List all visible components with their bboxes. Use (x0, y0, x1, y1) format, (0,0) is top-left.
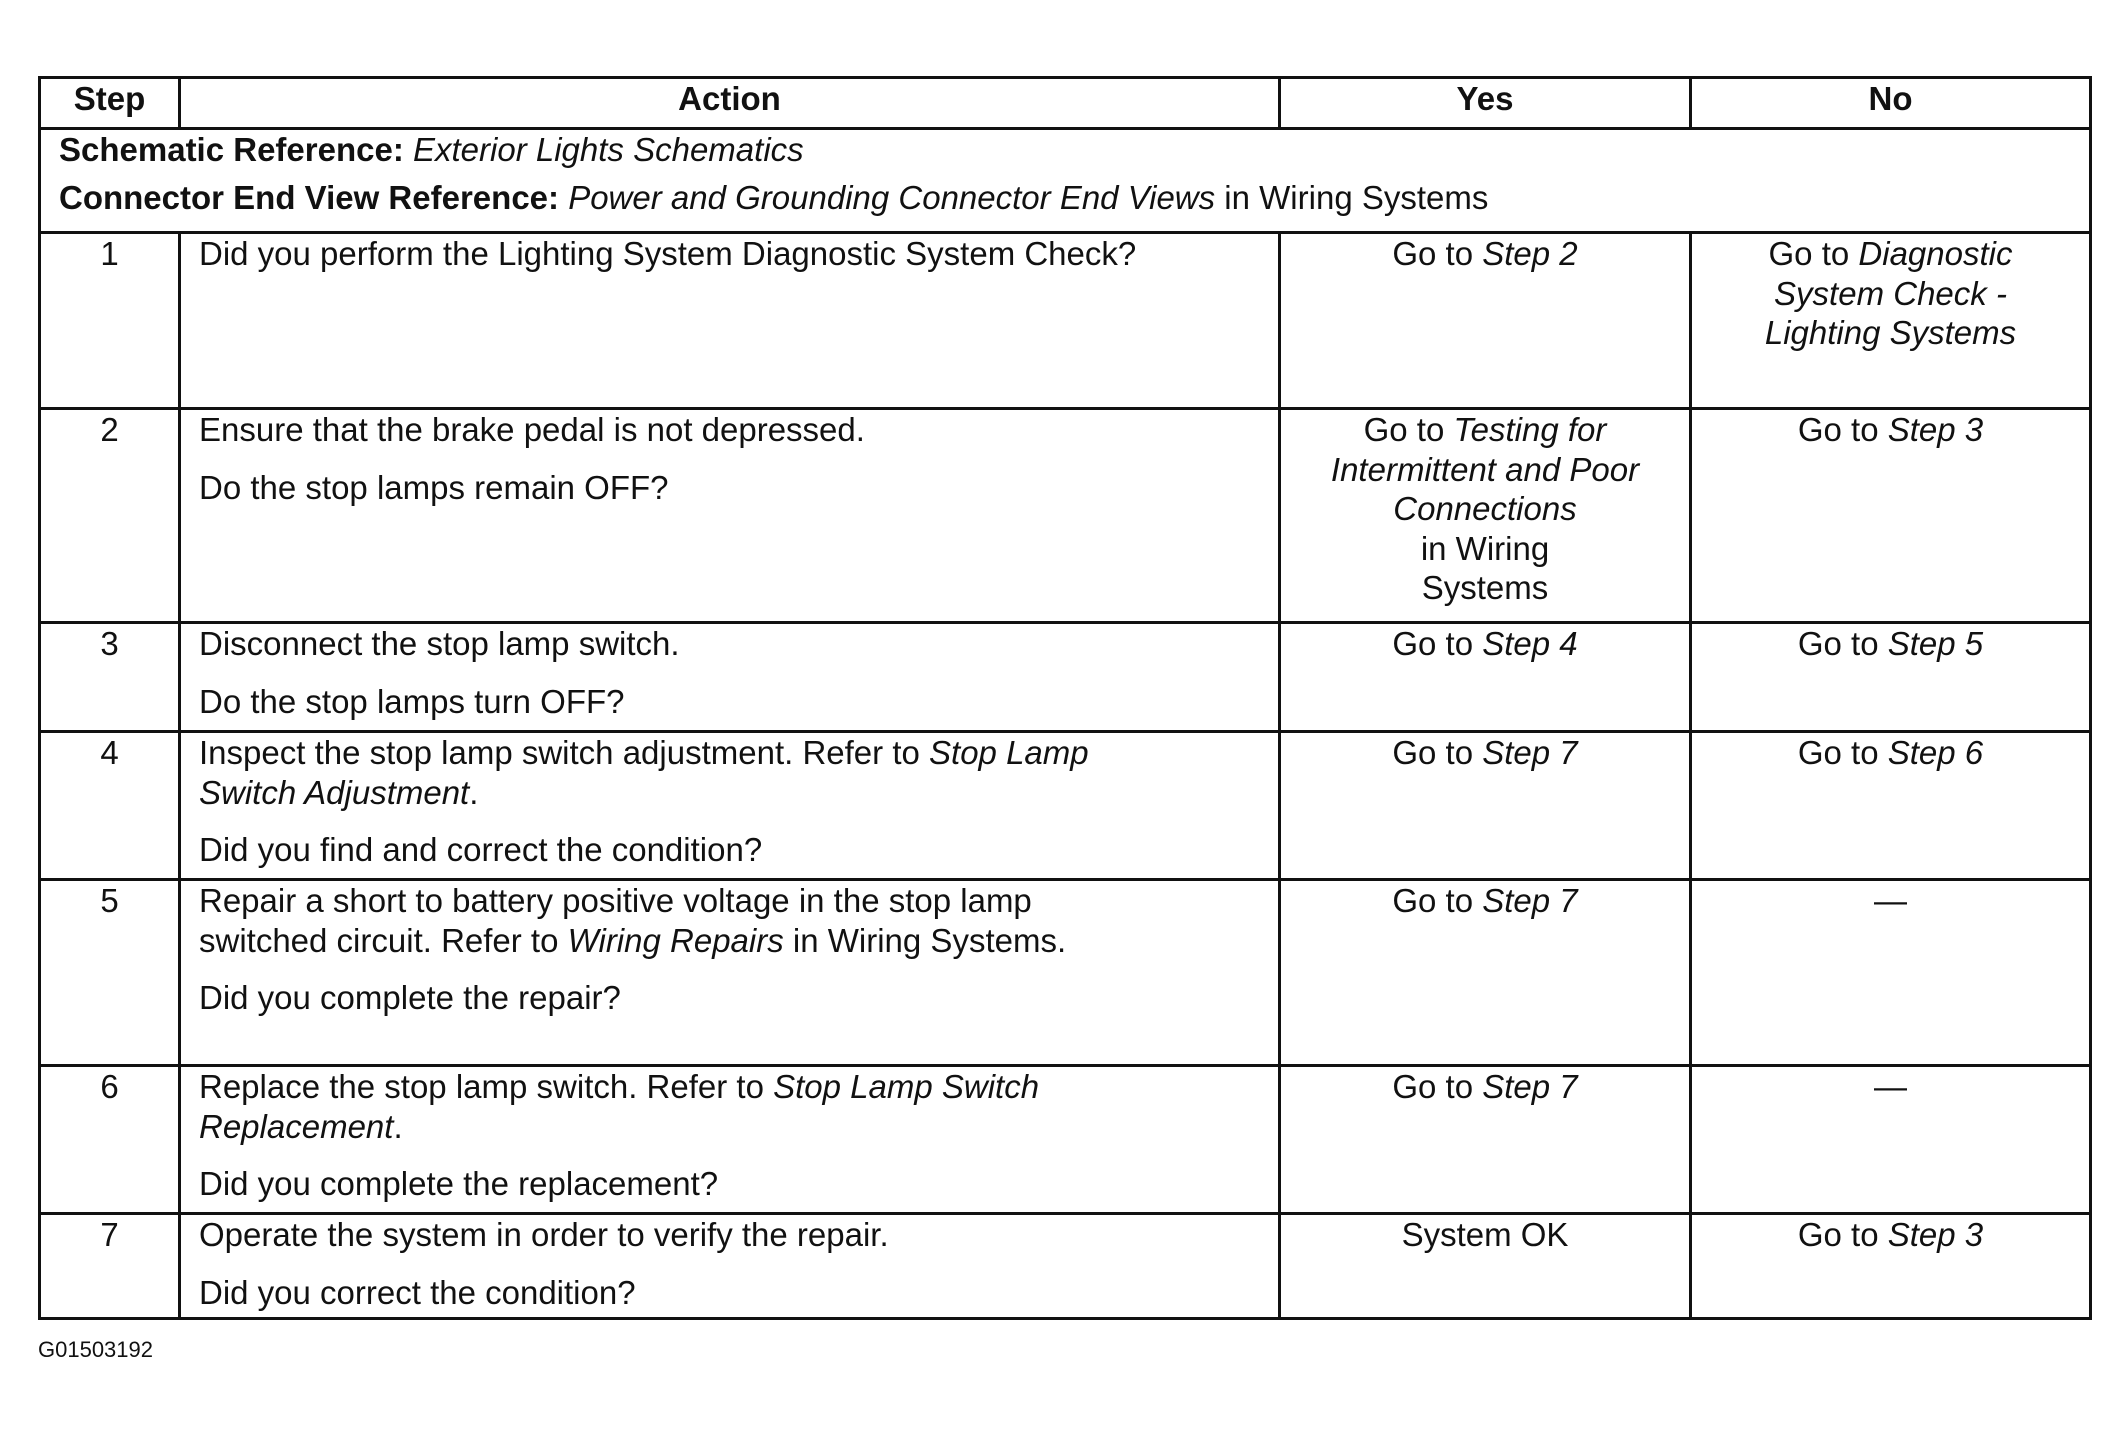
no-link[interactable]: Lighting Systems (1764, 314, 2017, 352)
no-step-link[interactable]: Step 5 (1887, 625, 1984, 662)
yes-goto: Go to Step 2 (1392, 235, 1578, 272)
schematic-reference (59, 130, 2071, 170)
no-step-link[interactable]: Step 3 (1887, 1216, 1984, 1253)
action-cell (180, 1214, 1280, 1319)
yes-suffix: in Wiring (1420, 529, 1550, 567)
action-cell (180, 409, 1280, 623)
no-link[interactable]: Diagnostic (1858, 235, 2013, 272)
action-link[interactable]: Stop Lamp (929, 734, 1089, 771)
yes-cell (1280, 233, 1691, 409)
yes-step-link[interactable]: Step 7 (1482, 1068, 1578, 1105)
yes-step-link[interactable]: Step 2 (1482, 235, 1578, 272)
reference-cell (40, 129, 2091, 233)
action-cell (180, 623, 1280, 732)
yes-cell (1280, 409, 1691, 623)
yes-link[interactable]: Connections (1393, 490, 1577, 528)
yes-step-link[interactable]: Step 7 (1482, 882, 1578, 919)
no-cell (1691, 1214, 2091, 1319)
step-number: 5 (40, 880, 180, 1066)
yes-cell (1280, 1214, 1691, 1319)
step-number: 4 (40, 732, 180, 880)
no-cell (1691, 1066, 2091, 1214)
table-row (40, 623, 2091, 732)
yes-link[interactable]: Intermittent and Poor (1330, 450, 1640, 488)
action-question: Did you find and correct the condition? (199, 831, 763, 869)
schematic-reference-link[interactable]: Exterior Lights Schematics (413, 131, 804, 168)
no-dash: — (1874, 1068, 1907, 1105)
step-number: 6 (40, 1066, 180, 1214)
action-question: Did you complete the repair? (199, 979, 621, 1017)
action-question: Do the stop lamps turn OFF? (199, 682, 625, 720)
action-text: Replace the stop lamp switch. Refer to Stop Lamp Switch Replacement. (199, 1068, 1040, 1145)
action-text: Repair a short to battery positive voltage in the stop lamp (199, 882, 1032, 919)
yes-cell (1280, 880, 1691, 1066)
no-cell (1691, 623, 2091, 732)
step-number: 2 (40, 409, 180, 623)
connector-reference-link[interactable]: Power and Grounding Connector End Views (568, 178, 1216, 216)
yes-suffix: Systems (1421, 569, 1549, 607)
action-text: Disconnect the stop lamp switch. (199, 625, 680, 662)
action-text: Inspect the stop lamp switch adjustment. Refer to Stop Lamp Switch Adjustment. (199, 734, 1089, 811)
action-question: Did you complete the replacement? (199, 1165, 719, 1203)
yes-cell (1280, 732, 1691, 880)
step-number: 3 (40, 623, 180, 732)
action-cell (180, 732, 1280, 880)
no-step-link[interactable]: Step 3 (1887, 411, 1984, 448)
no-goto: Go to Diagnostic (1768, 235, 2013, 272)
action-cell (180, 233, 1280, 409)
reference-row (40, 129, 2091, 233)
header-row (40, 78, 2091, 129)
action-text: switched circuit. Refer to Wiring Repairs in Wiring Systems. (199, 921, 1067, 959)
action-cell (180, 880, 1280, 1066)
yes-step-link[interactable]: Step 4 (1482, 625, 1578, 662)
yes-goto: Go to Step 7 (1392, 882, 1578, 919)
yes-cell (1280, 623, 1691, 732)
table-row (40, 880, 2091, 1066)
table-row (40, 409, 2091, 623)
table-row (40, 1066, 2091, 1214)
action-link[interactable]: Switch Adjustment (199, 773, 470, 811)
no-cell (1691, 880, 2091, 1066)
yes-step-link[interactable]: Step 7 (1482, 734, 1578, 771)
action-question: Did you correct the condition? (199, 1273, 636, 1311)
figure-id: G01503192 (38, 1337, 153, 1362)
schematic-reference-label: Schematic Reference: (59, 131, 404, 168)
yes-goto: Go to Step 7 (1392, 734, 1578, 771)
table-row (40, 233, 2091, 409)
no-cell (1691, 233, 2091, 409)
no-cell (1691, 732, 2091, 880)
diagnostic-table (38, 76, 2092, 1320)
no-dash: — (1874, 882, 1907, 919)
yes-cell (1280, 1066, 1691, 1214)
connector-reference (59, 178, 2071, 218)
no-goto: Go to Step 6 (1797, 734, 1984, 771)
yes-result: System OK (1401, 1216, 1569, 1253)
connector-reference-label: Connector End View Reference: (59, 178, 560, 216)
yes-goto: Go to Step 4 (1392, 625, 1578, 662)
no-goto: Go to Step 3 (1797, 1216, 1984, 1253)
step-number: 1 (40, 233, 180, 409)
action-link[interactable]: Wiring Repairs (567, 921, 784, 959)
yes-link[interactable]: Testing for (1453, 411, 1607, 448)
action-link[interactable]: Stop Lamp Switch (773, 1068, 1040, 1105)
connector-reference-suffix: in Wiring Systems (1215, 178, 1489, 216)
table-row (40, 1214, 2091, 1319)
no-step-link[interactable]: Step 6 (1887, 734, 1984, 771)
action-cell (180, 1066, 1280, 1214)
action-link[interactable]: Replacement (199, 1107, 394, 1145)
yes-goto: Go to Testing for (1363, 411, 1607, 448)
header-step: Step (40, 78, 180, 129)
step-number: 7 (40, 1214, 180, 1319)
yes-goto: Go to Step 7 (1392, 1068, 1578, 1105)
table-row (40, 732, 2091, 880)
no-goto: Go to Step 5 (1797, 625, 1984, 662)
no-goto: Go to Step 3 (1797, 411, 1984, 448)
no-link[interactable]: System Check - (1774, 274, 2007, 312)
action-question: Do the stop lamps remain OFF? (199, 468, 669, 506)
action-text: Operate the system in order to verify the repair. (199, 1216, 889, 1253)
no-cell (1691, 409, 2091, 623)
action-text: Did you perform the Lighting System Diagnostic System Check? (199, 235, 1137, 272)
header-action: Action (180, 78, 1280, 129)
action-text: Ensure that the brake pedal is not depressed. (199, 411, 865, 448)
header-yes: Yes (1280, 78, 1691, 129)
header-no: No (1691, 78, 2091, 129)
